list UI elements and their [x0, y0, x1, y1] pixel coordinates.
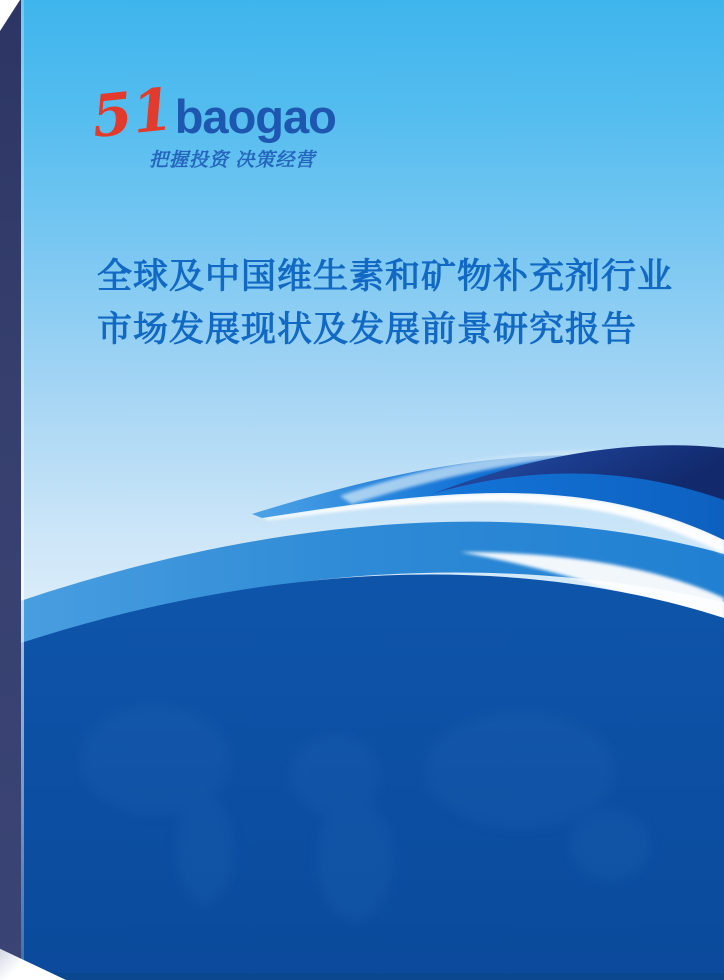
- logo: [88, 74, 336, 172]
- bottom-edge-shadow: [0, 973, 724, 980]
- logo-wordmark: [88, 74, 336, 152]
- report-title-line2: 市场发展现状及发展前景研究报告: [97, 310, 638, 349]
- logo-tagline: 把握投资 决策经营: [149, 150, 316, 171]
- page-edge-highlight: [21, 0, 24, 980]
- book-spine: [0, 0, 21, 980]
- report-title: [97, 250, 673, 356]
- report-title-line1: 全球及中国维生素和矿物补充剂行业: [97, 257, 674, 296]
- logo-name-baogao: baogao: [174, 90, 336, 143]
- logo-prefix-51: 51: [88, 74, 177, 152]
